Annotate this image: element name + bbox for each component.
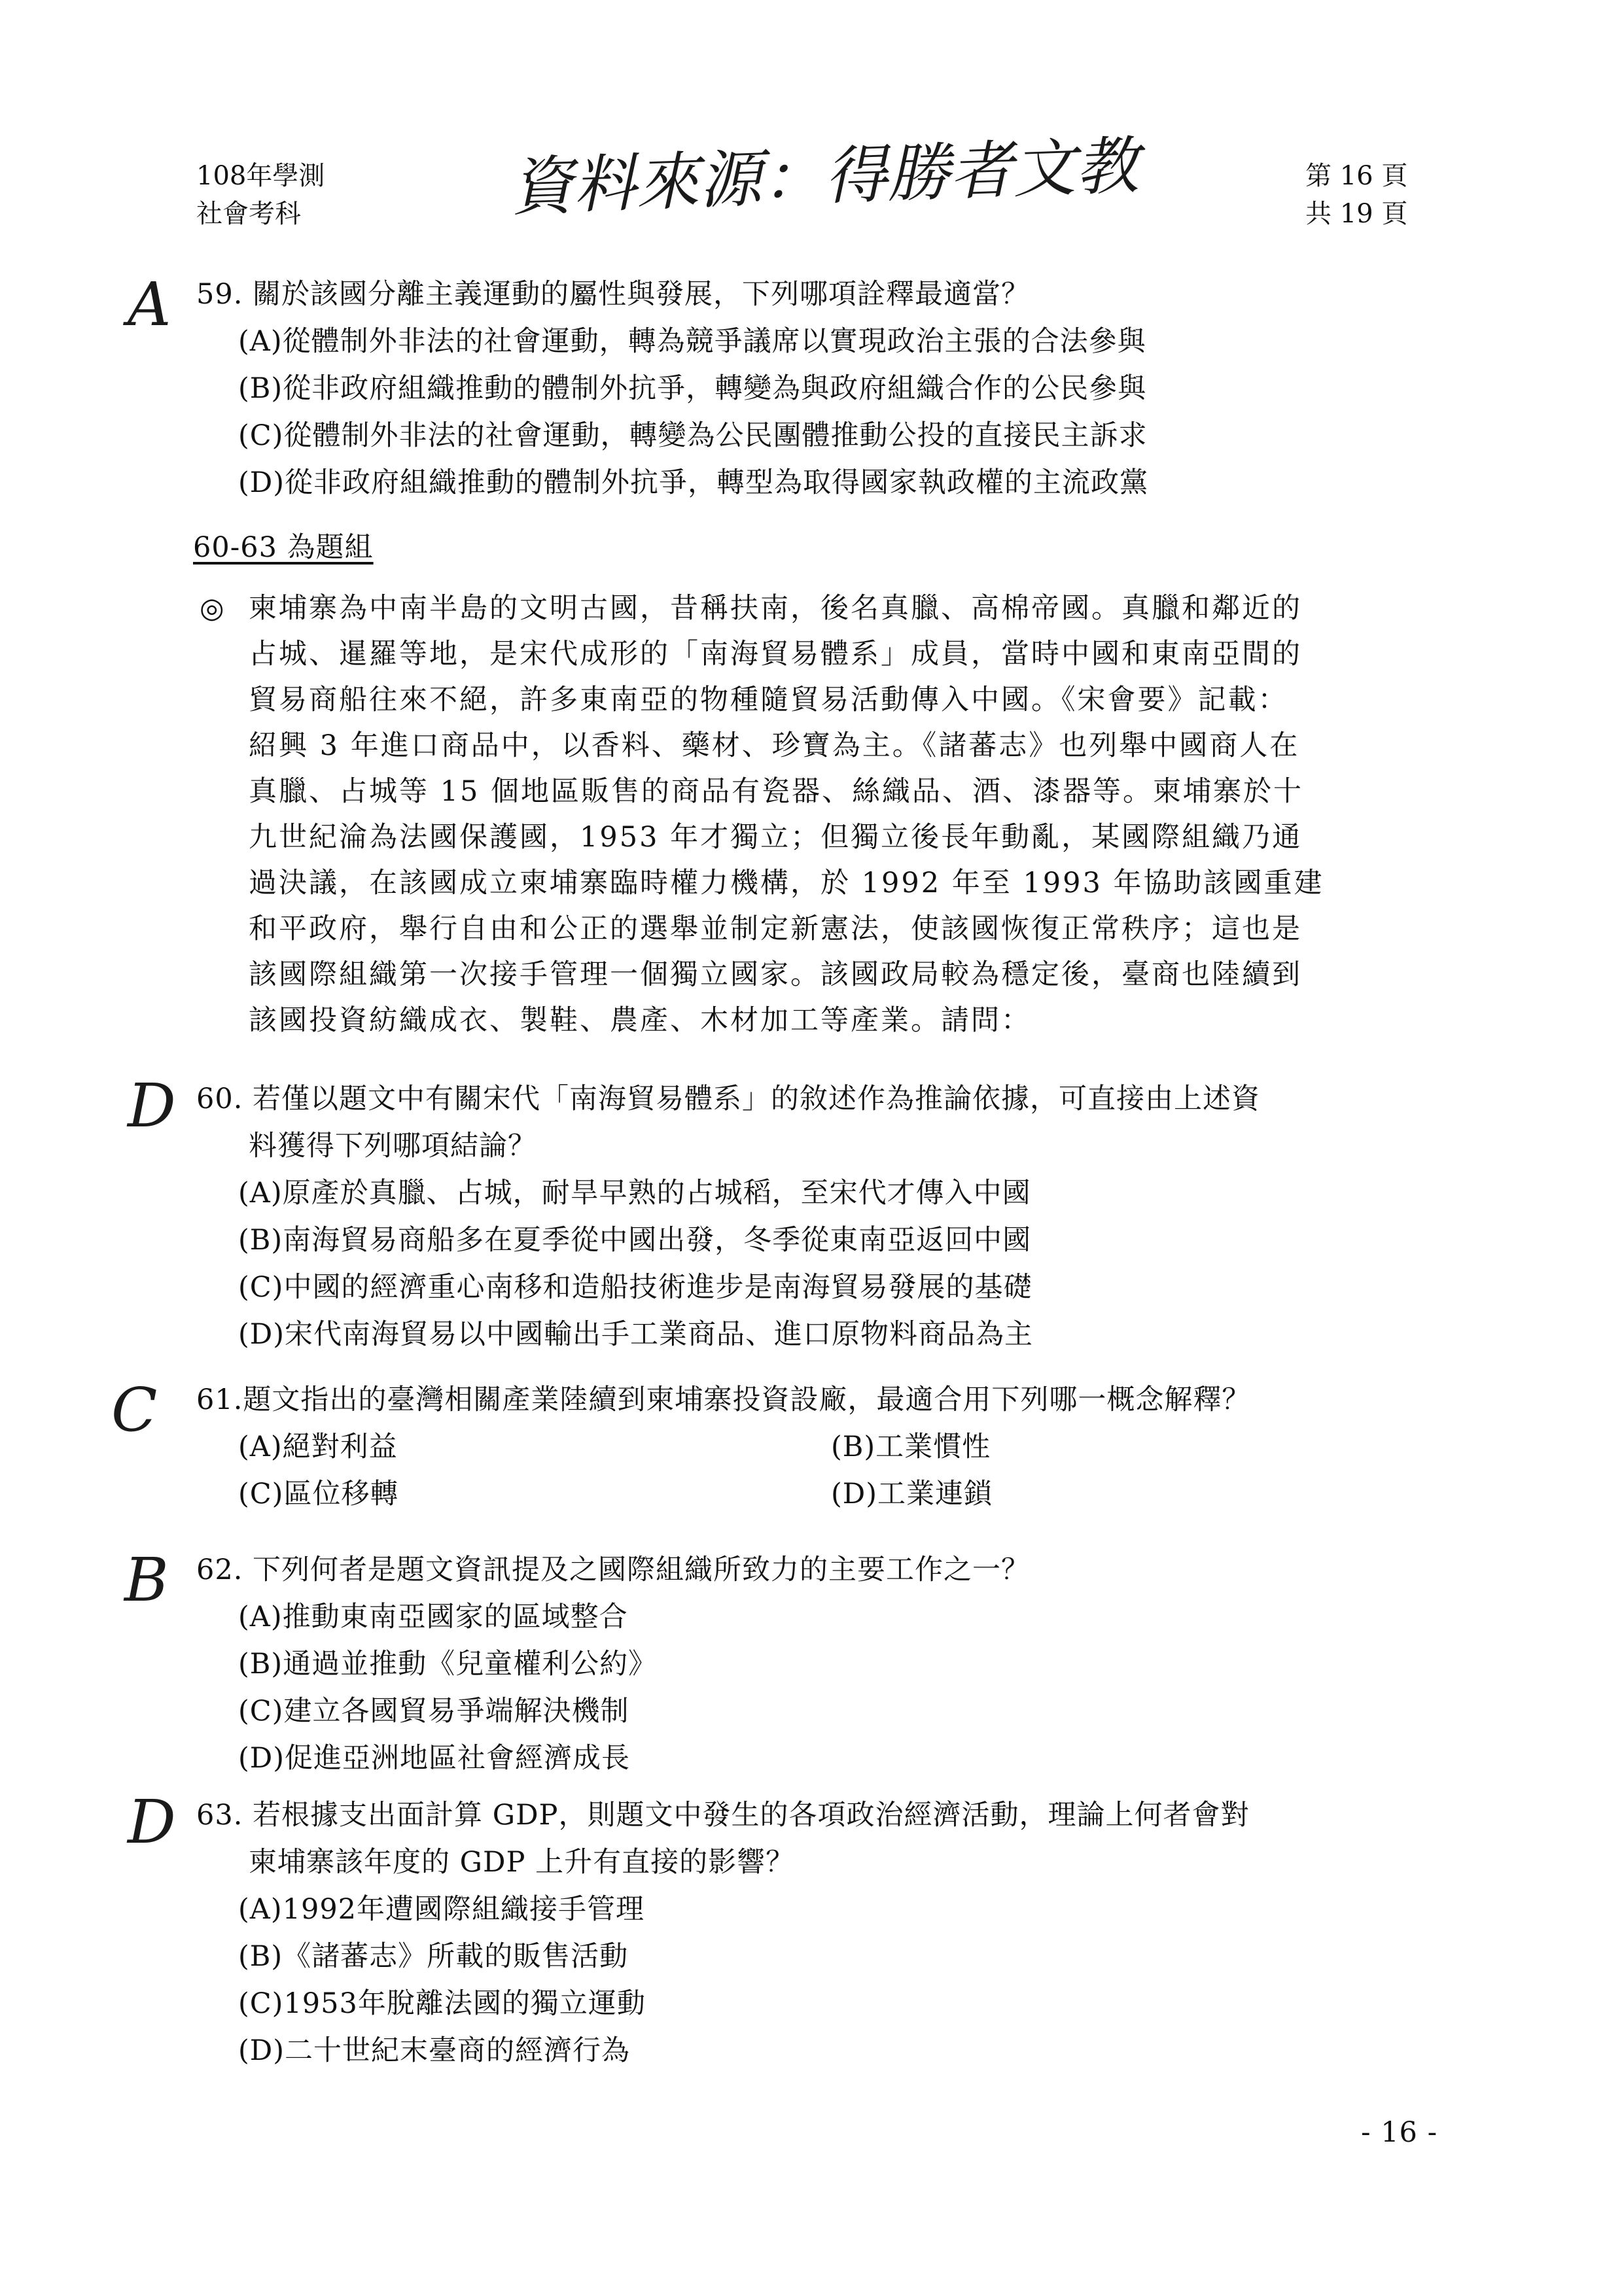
- question-61-option-b: (B)工業慣性: [831, 1431, 991, 1463]
- question-63-option-c: (C)1953年脫離法國的獨立運動: [238, 1987, 646, 2020]
- question-59-option-d: (D)從非政府組織推動的體制外抗爭，轉型為取得國家執政權的主流政黨: [238, 466, 1149, 499]
- question-59-option-b: (B)從非政府組織推動的體制外抗爭，轉變為與政府組織合作的公民參與: [238, 372, 1147, 405]
- question-60: [196, 1083, 1260, 1351]
- page-label: 第 16 頁: [1305, 161, 1408, 191]
- passage-line: 貿易商船往來不絕，許多東南亞的物種隨貿易活動傳入中國。《宋會要》記載：: [249, 684, 1288, 716]
- passage-line: 九世紀淪為法國保護國，1953 年才獨立；但獨立後長年動亂，某國際組織乃通: [249, 821, 1303, 854]
- answer-mark-61: C: [111, 1375, 158, 1445]
- answer-mark-59: A: [128, 270, 171, 339]
- exam-year: 108年學測: [196, 161, 325, 191]
- question-63-stem-line-2: 柬埔寨該年度的 GDP 上升有直接的影響？: [249, 1846, 795, 1879]
- question-63-option-b: (B)《諸蕃志》所載的販售活動: [238, 1940, 629, 1973]
- footer-page-number: - 16 -: [1361, 2116, 1438, 2149]
- passage-bullet: ◎: [200, 592, 225, 625]
- passage: [249, 585, 1324, 1043]
- answer-mark-62: B: [124, 1545, 169, 1615]
- question-63-option-a: (A)1992年遭國際組織接手管理: [238, 1893, 645, 1926]
- question-group-label: 60-63 為題組: [193, 531, 374, 564]
- passage-line: 真臘、占城等 15 個地區販售的商品有瓷器、絲織品、酒、漆器等。柬埔寨於十: [249, 775, 1304, 808]
- question-63-option-d: (D)二十世紀末臺商的經濟行為: [238, 2034, 631, 2067]
- question-60-option-a: (A)原產於真臘、占城，耐旱早熟的占城稻，至宋代才傳入中國: [238, 1177, 1031, 1209]
- question-60-option-b: (B)南海貿易商船多在夏季從中國出發，冬季從東南亞返回中國: [238, 1224, 1032, 1257]
- question-62-option-a: (A)推動東南亞國家的區域整合: [238, 1601, 628, 1633]
- answer-mark-60: D: [128, 1071, 176, 1141]
- question-60-option-d: (D)宋代南海貿易以中國輸出手工業商品、進口原物料商品為主: [238, 1318, 1034, 1351]
- question-61-stem: 61.題文指出的臺灣相關產業陸續到柬埔寨投資設廠，最適合用下列哪一概念解釋？: [196, 1383, 1251, 1416]
- passage-line: 該國投資紡織成衣、製鞋、農產、木材加工等產業。請問：: [249, 1004, 1031, 1037]
- question-62-option-b: (B)通過並推動《兒童權利公約》: [238, 1648, 658, 1680]
- passage-line: 紹興 3 年進口商品中，以香料、藥材、珍寶為主。《諸蕃志》也列舉中國商人在: [249, 729, 1300, 762]
- question-59-option-a: (A)從體制外非法的社會運動，轉為競爭議席以實現政治主張的合法參與: [238, 325, 1146, 358]
- question-63: [196, 1799, 1249, 2067]
- question-61: [196, 1383, 1250, 1510]
- header-right: [1305, 157, 1407, 233]
- passage-line: 和平政府，舉行自由和公正的選舉並制定新憲法，使該國恢復正常秩序；這也是: [249, 913, 1302, 945]
- question-62-option-c: (C)建立各國貿易爭端解決機制: [238, 1695, 629, 1728]
- question-62: [196, 1554, 1030, 1775]
- question-62-option-d: (D)促進亞洲地區社會經濟成長: [238, 1742, 631, 1775]
- question-61-option-a: (A)絕對利益: [238, 1431, 398, 1463]
- question-60-stem-line-2: 料獲得下列哪項結論？: [249, 1130, 537, 1162]
- passage-line: 該國際組織第一次接手管理一個獨立國家。該國政局較為穩定後，臺商也陸續到: [249, 958, 1302, 991]
- question-59-stem: 59. 關於該國分離主義運動的屬性與發展，下列哪項詮釋最適當？: [196, 278, 1031, 311]
- subject-name: 社會考科: [196, 199, 301, 229]
- question-60-stem-line-1: 60. 若僅以題文中有關宋代「南海貿易體系」的敘述作為推論依據，可直接由上述資: [196, 1083, 1261, 1115]
- question-62-stem: 62. 下列何者是題文資訊提及之國際組織所致力的主要工作之一？: [196, 1554, 1031, 1586]
- question-59: [196, 278, 1148, 499]
- header-left: [196, 157, 325, 233]
- passage-line: 柬埔寨為中南半島的文明古國，昔稱扶南，後名真臘、高棉帝國。真臘和鄰近的: [249, 592, 1302, 625]
- passage-line: 過決議，在該國成立柬埔寨臨時權力機構，於 1992 年至 1993 年協助該國重建: [249, 867, 1324, 899]
- handwritten-source-note: 資料來源：得勝者文教: [509, 129, 1140, 224]
- answer-mark-63: D: [128, 1787, 176, 1857]
- question-61-option-d: (D)工業連鎖: [831, 1478, 993, 1510]
- question-63-stem-line-1: 63. 若根據支出面計算 GDP，則題文中發生的各項政治經濟活動，理論上何者會對: [196, 1799, 1250, 1832]
- question-60-option-c: (C)中國的經濟重心南移和造船技術進步是南海貿易發展的基礎: [238, 1271, 1033, 1304]
- question-61-option-c: (C)區位移轉: [238, 1478, 399, 1510]
- total-pages-label: 共 19 頁: [1305, 199, 1408, 229]
- question-59-option-c: (C)從體制外非法的社會運動，轉變為公民團體推動公投的直接民主訴求: [238, 419, 1148, 452]
- passage-line: 占城、暹羅等地，是宋代成形的「南海貿易體系」成員，當時中國和東南亞間的: [249, 638, 1302, 670]
